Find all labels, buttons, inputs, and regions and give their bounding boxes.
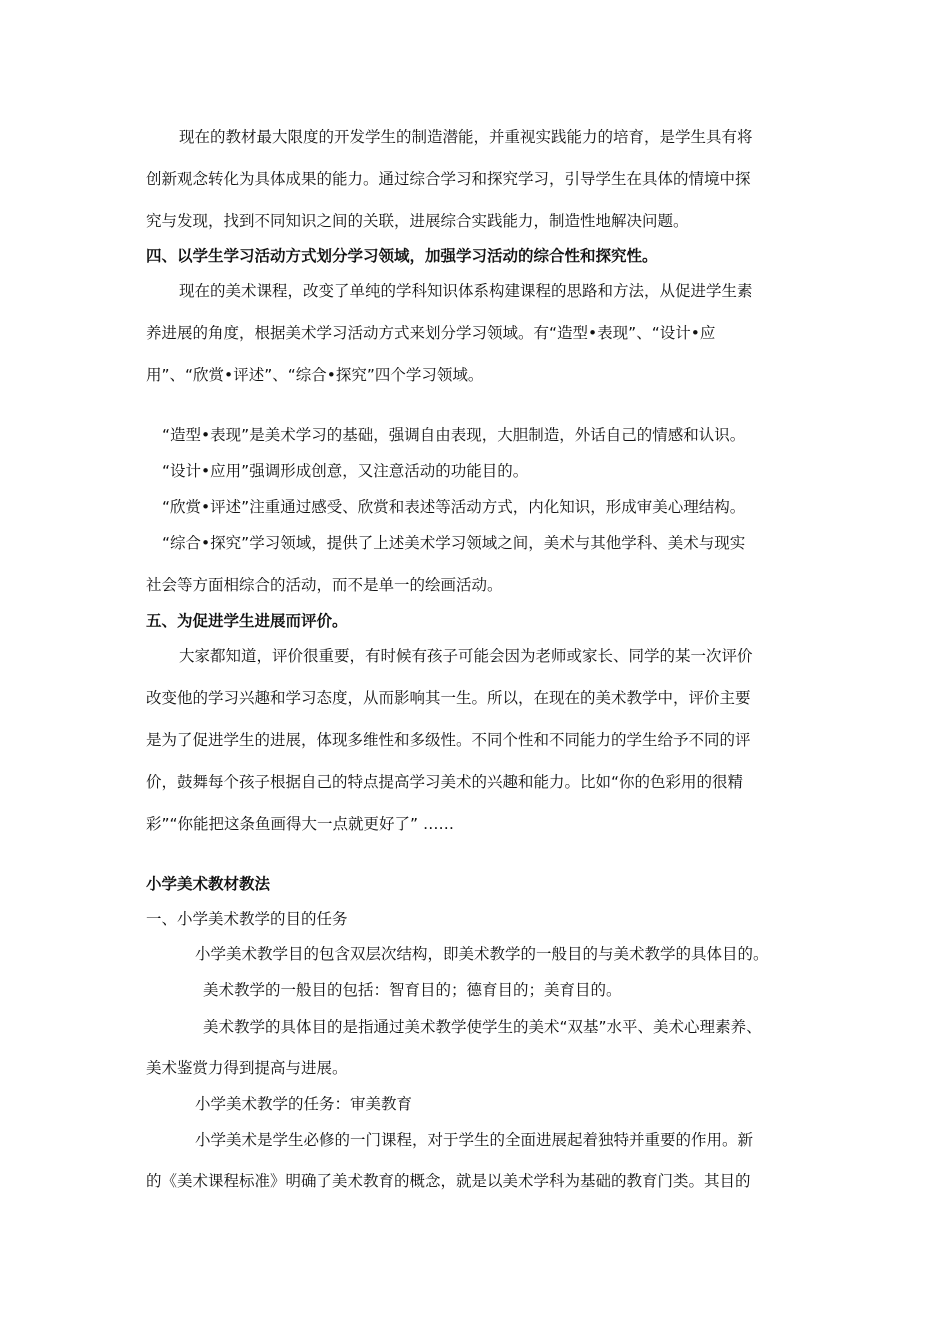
section-subheading: 一、小学美术教学的目的任务 xyxy=(146,910,348,928)
paragraph-line: 美术教学的具体目的是指通过美术教学使学生的美术“双基”水平、美术心理素养、 xyxy=(203,1018,762,1036)
paragraph-line: 小学美术教学目的包含双层次结构，即美术教学的一般目的与美术教学的具体目的。 xyxy=(195,945,769,963)
paragraph-line: 创新观念转化为具体成果的能力。通过综合学习和探究学习，引导学生在具体的情境中探 xyxy=(146,170,751,188)
paragraph-line: 彩”“你能把这条鱼画得大一点就更好了” …… xyxy=(146,815,455,833)
section-heading: 五、为促进学生进展而评价。 xyxy=(146,612,348,630)
paragraph-line: 小学美术是学生必修的一门课程，对于学生的全面进展起着独特并重要的作用。新 xyxy=(195,1131,754,1149)
paragraph-line: 养进展的角度，根据美术学习活动方式来划分学习领域。有“造型•表现”、“设计•应 xyxy=(146,324,716,342)
paragraph-line: 究与发现，找到不同知识之间的关联，进展综合实践能力，制造性地解决问题。 xyxy=(146,212,689,230)
paragraph-line: 现在的教材最大限度的开发学生的制造潜能，并重视实践能力的培育，是学生具有将 xyxy=(179,128,753,146)
paragraph-line: 美术鉴赏力得到提高与进展。 xyxy=(146,1059,348,1077)
domain-line: “欣赏•评述”注重通过感受、欣赏和表述等活动方式，内化知识，形成审美心理结构。 xyxy=(162,498,746,516)
domain-line: “设计•应用”强调形成创意，又注意活动的功能目的。 xyxy=(162,462,529,480)
domain-line: 社会等方面相综合的活动，而不是单一的绘画活动。 xyxy=(146,576,503,594)
domain-line: “综合•探究”学习领域，提供了上述美术学习领域之间，美术与其他学科、美术与现实 xyxy=(162,534,746,552)
document-title: 小学美术教材教法 xyxy=(146,875,271,893)
paragraph-line: 是为了促进学生的进展，体现多维性和多级性。不同个性和不同能力的学生给予不同的评 xyxy=(146,731,751,749)
paragraph-line: 现在的美术课程，改变了单纯的学科知识体系构建课程的思路和方法，从促进学生素 xyxy=(179,282,753,300)
section-heading: 四、以学生学习活动方式划分学习领域，加强学习活动的综合性和探究性。 xyxy=(146,247,658,265)
paragraph-line: 小学美术教学的任务：审美教育 xyxy=(195,1095,413,1113)
paragraph-line: 改变他的学习兴趣和学习态度，从而影响其一生。所以，在现在的美术教学中，评价主要 xyxy=(146,689,751,707)
domain-line: “造型•表现”是美术学习的基础，强调自由表现，大胆制造，外话自己的情感和认识。 xyxy=(162,426,746,444)
paragraph-line: 大家都知道，评价很重要，有时候有孩子可能会因为老师或家长、同学的某一次评价 xyxy=(179,647,753,665)
paragraph-line: 美术教学的一般目的包括：智育目的；德育目的；美育目的。 xyxy=(203,981,622,999)
paragraph-line: 用”、“欣赏•评述”、“综合•探究”四个学习领域。 xyxy=(146,366,484,384)
paragraph-line: 的《美术课程标准》明确了美术教育的概念，就是以美术学科为基础的教育门类。其目的 xyxy=(146,1172,751,1190)
paragraph-line: 价，鼓舞每个孩子根据自己的特点提高学习美术的兴趣和能力。比如“你的色彩用的很精 xyxy=(146,773,744,791)
